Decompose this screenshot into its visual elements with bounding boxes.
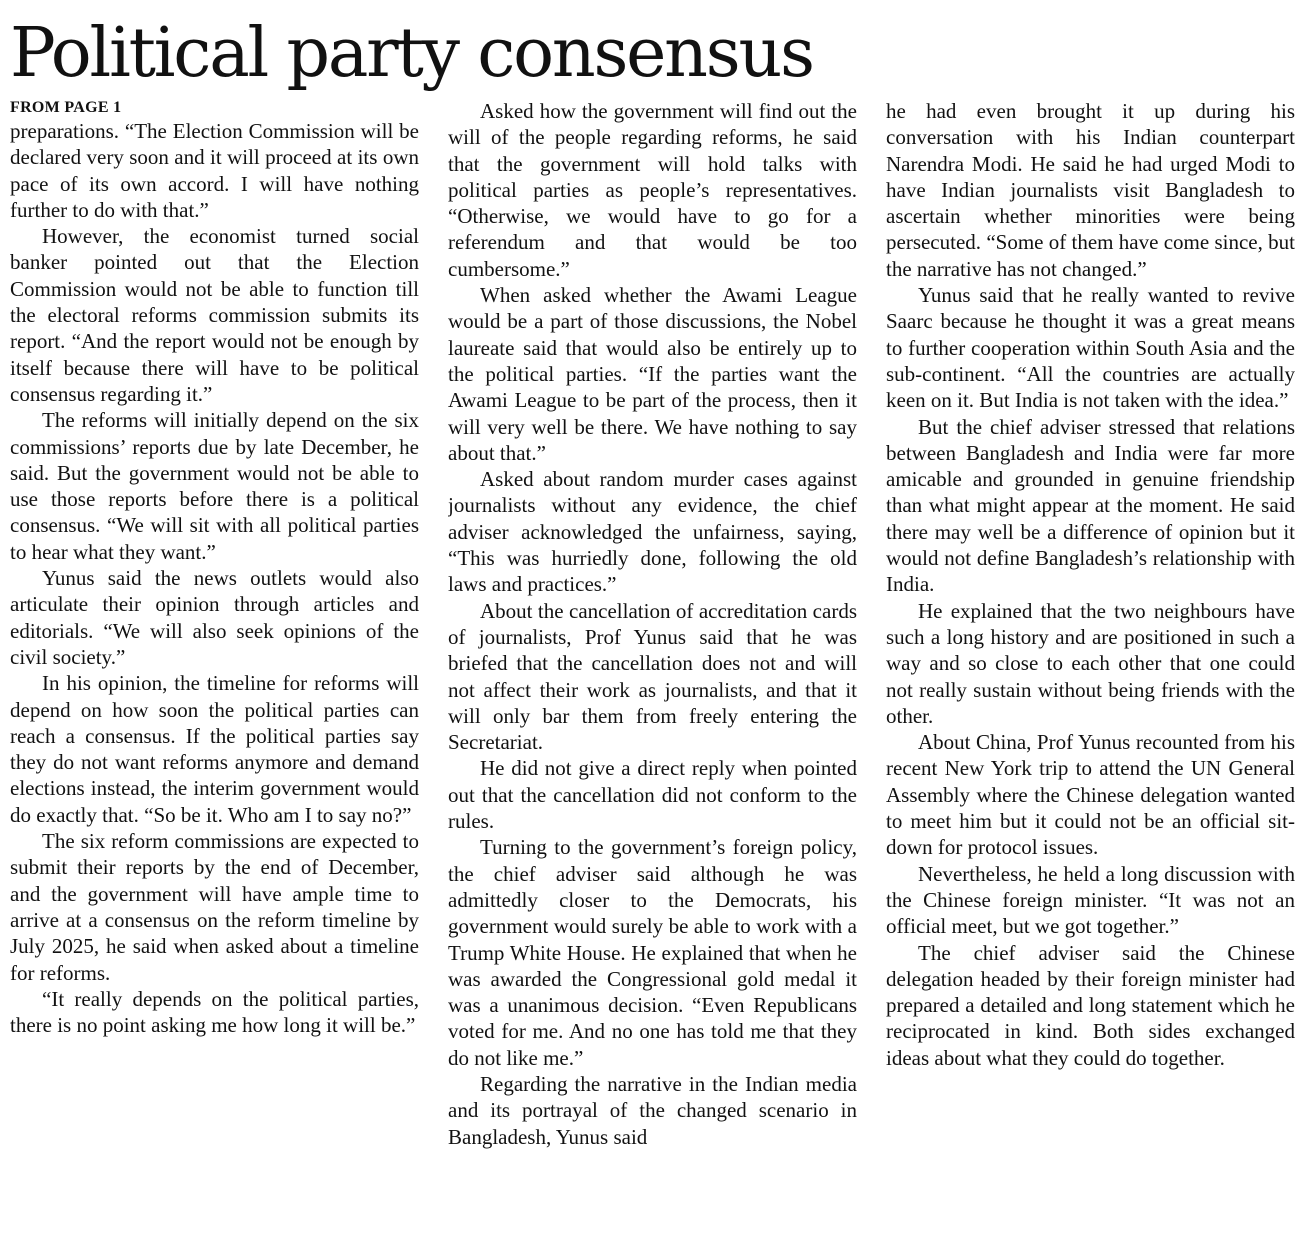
headline: Political party consensus (10, 14, 813, 93)
paragraph: The reforms will initially depend on the six commissions’ reports due by late December, he said. But the government would not be able to use those reports before there is a political consensus. “We will sit with all political parties to hear what they want.” (10, 408, 419, 564)
paragraph: He did not give a direct reply when pointed out that the cancellation did not conform to the rules. (448, 756, 857, 834)
paragraph: he had even brought it up during his conversation with his Indian counterpart Narendra Modi. He said he had urged Modi to have Indian journalists visit Bangladesh to ascertain whether minorities were being persecuted. “Some of them have come since, but the narrative has not changed.” (886, 99, 1295, 281)
paragraph: In his opinion, the timeline for reforms will depend on how soon the political parties can reach a consensus. If the political parties say they do not want reforms anymore and demand elections instead, the interim government would do exactly that. “So be it. Who am I to say no?” (10, 671, 419, 827)
paragraph: Yunus said the news outlets would also articulate their opinion through articles and editorials. “We will also seek opinions of the civil society.” (10, 566, 419, 669)
paragraph: Nevertheless, he held a long discussion with the Chinese foreign minister. “It was not an official meet, but we got together.” (886, 861, 1295, 939)
paragraph: The six reform commissions are expected to submit their reports by the end of December, and the government will have ample time to arrive at a consensus on the reform timeline by July 2025, he said when asked about a timeline for reforms. (10, 829, 419, 985)
paragraph: About China, Prof Yunus recounted from his recent New York trip to attend the UN General Assembly where the Chinese delegation wanted to meet him but it could not be an official sit-down for protocol issues. (886, 730, 1295, 860)
paragraph: He explained that the two neighbours have such a long history and are positioned in such a way and so close to each other that one could not really sustain without being friends with the other. (886, 598, 1295, 728)
paragraph: The chief adviser said the Chinese delegation headed by their foreign minister had prepared a detailed and long statement which he reciprocated in kind. Both sides exchanged ideas about what they could do together. (886, 940, 1295, 1070)
paragraph: “It really depends on the political parties, there is no point asking me how long it will be.” (10, 986, 419, 1038)
continued-from-kicker: FROM PAGE 1 (10, 99, 122, 116)
paragraph: Yunus said that he really wanted to revive Saarc because he thought it was a great means to further cooperation within South Asia and the sub-continent. “All the countries are actually keen on it. But India is not taken with the idea.” (886, 283, 1295, 413)
paragraph: Regarding the narrative in the Indian media and its portrayal of the changed scenario in Bangladesh, Yunus said (448, 1071, 857, 1149)
article-column-3 (886, 98, 1295, 1238)
paragraph: About the cancellation of accreditation cards of journalists, Prof Yunus said that he was briefed that the cancellation does not and will not affect their work as journalists, and that it will only bar them from freely entering the Secretariat. (448, 598, 857, 755)
article-column-2 (448, 98, 857, 1238)
paragraph: preparations. “The Election Commission will be declared very soon and it will proceed at its own pace of its own accord. I will have nothing further to do with that.” (10, 119, 419, 222)
paragraph: Asked about random murder cases against journalists without any evidence, the chief adviser acknowledged the unfairness, saying, “This was hurriedly done, following the old laws and practices.” (448, 467, 857, 597)
paragraph: When asked whether the Awami League would be a part of those discussions, the Nobel laureate said that would also be entirely up to the political parties. “If the parties want the Awami League to be part of the process, then it will very well be there. We have nothing to say about that.” (448, 283, 857, 465)
paragraph: Turning to the government’s foreign policy, the chief adviser said although he was admittedly closer to the Democrats, his government would surely be able to work with a Trump White House. He explained that when he was awarded the Congressional gold medal it was a unanimous decision. “Even Republicans voted for me. And no one has told me that they do not like me.” (448, 835, 857, 1070)
paragraph: But the chief adviser stressed that relations between Bangladesh and India were far more amicable and grounded in genuine friendship than what might appear at the moment. He said there may well be a difference of opinion but it would not define Bangladesh’s relationship with India. (886, 414, 1295, 597)
article-column-1 (10, 98, 419, 1238)
paragraph: However, the economist turned social banker pointed out that the Election Commission would not be able to function till the electoral reforms commission submits its report. “And the report would not be enough by itself because there will have to be political consensus regarding it.” (10, 224, 419, 406)
paragraph: Asked how the government will find out the will of the people regarding reforms, he said that the government will hold talks with political parties as people’s representatives. “Otherwise, we would have to go for a referendum and that would be too cumbersome.” (448, 99, 857, 281)
